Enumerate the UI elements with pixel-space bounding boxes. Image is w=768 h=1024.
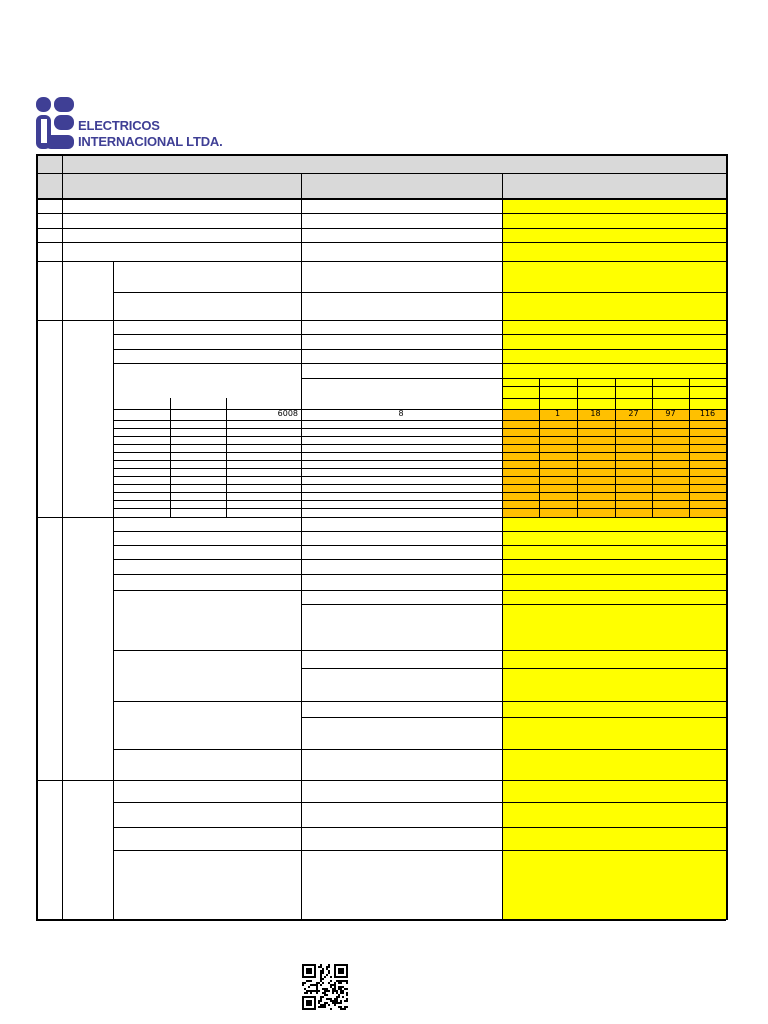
row-border: [36, 261, 726, 262]
yellow-block-top: [502, 199, 726, 381]
column-border: [170, 398, 171, 517]
row-border: [36, 242, 726, 243]
header-band: [36, 154, 726, 200]
row-border: [301, 668, 726, 669]
row-border: [113, 444, 726, 445]
value-cell-8: 8: [398, 409, 404, 418]
row-border: [36, 213, 726, 214]
row-border: [113, 508, 726, 509]
row-border: [113, 436, 726, 437]
value-cell-1: 1: [554, 409, 561, 418]
row-border: [113, 492, 726, 493]
row-border: [113, 827, 726, 828]
row-border: [113, 531, 726, 532]
logo-line-1: ELECTRICOS: [78, 118, 160, 133]
row-border: [113, 590, 726, 591]
value-cell-27: 27: [628, 409, 639, 418]
value-cell-6008: 6008: [277, 409, 298, 418]
table-right-border: [726, 154, 728, 920]
column-border: [615, 378, 616, 517]
value-cell-18: 18: [590, 409, 601, 418]
qr-code-icon: [302, 964, 348, 1010]
table-top-border: [36, 154, 726, 156]
header-divider: [36, 173, 726, 174]
row-border: [113, 749, 726, 750]
column-border: [689, 378, 690, 517]
row-border: [113, 363, 726, 364]
row-border: [113, 460, 726, 461]
row-border: [113, 559, 726, 560]
header-bottom-border: [36, 198, 726, 200]
row-border: [301, 604, 726, 605]
row-border: [502, 386, 726, 387]
row-border: [36, 320, 726, 321]
value-cell-116: 116: [699, 409, 716, 418]
row-border: [113, 574, 726, 575]
column-border-5: [301, 173, 302, 919]
yellow-block-bottom: [502, 517, 726, 919]
row-border: [113, 500, 726, 501]
row-border: [502, 398, 726, 399]
row-border: [113, 349, 726, 350]
row-border: [113, 545, 726, 546]
value-cell-97: 97: [665, 409, 676, 418]
table-left-border: [36, 154, 38, 920]
row-border: [113, 428, 726, 429]
row-border: [113, 420, 726, 421]
row-border: [113, 452, 726, 453]
logo-line-2: INTERNACIONAL LTDA.: [78, 134, 223, 149]
column-border-1: [62, 154, 63, 919]
row-border: [113, 468, 726, 469]
column-border: [577, 378, 578, 517]
row-border: [113, 850, 726, 851]
row-border: [113, 484, 726, 485]
column-border: [652, 378, 653, 517]
row-border: [36, 228, 726, 229]
column-border: [539, 378, 540, 517]
row-border: [301, 378, 726, 379]
row-border: [36, 517, 726, 518]
row-border: [36, 780, 726, 781]
row-border: [301, 717, 726, 718]
table-bottom-border: [36, 919, 726, 921]
row-border: [113, 476, 726, 477]
column-border-6: [502, 173, 503, 919]
row-border: [113, 802, 726, 803]
row-border: [113, 650, 726, 651]
row-border: [113, 292, 726, 293]
row-border: [113, 334, 726, 335]
row-border: [113, 701, 726, 702]
